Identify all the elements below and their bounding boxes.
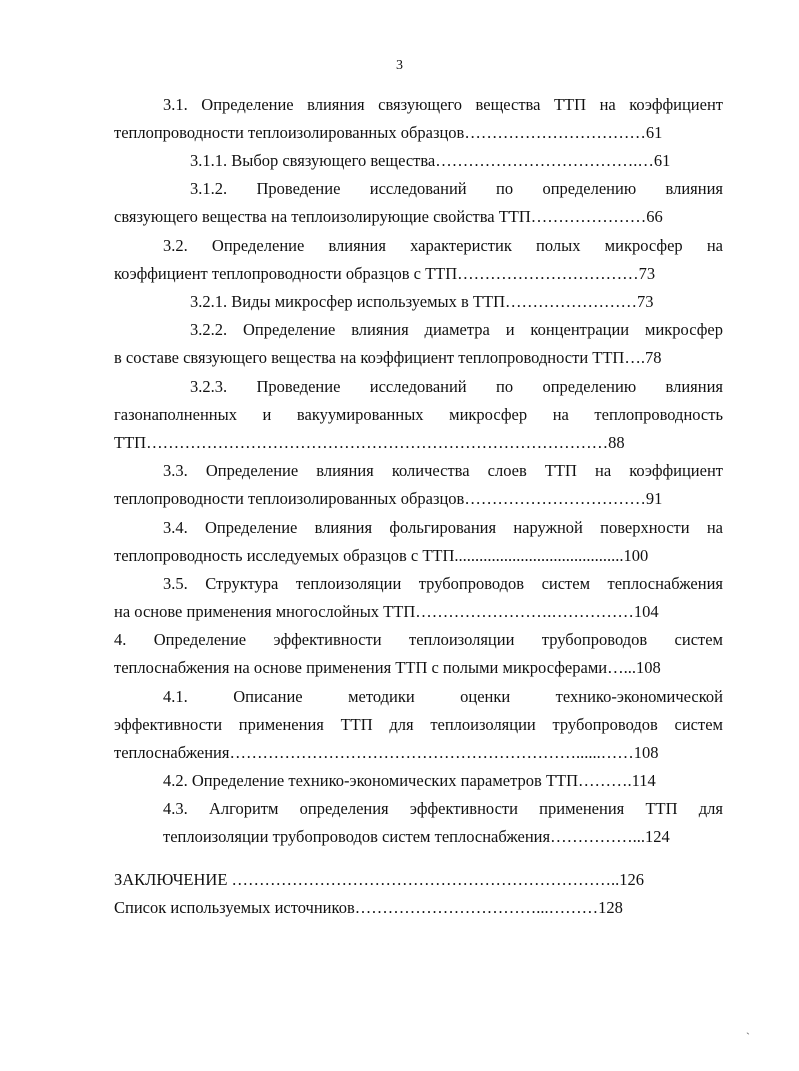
- toc-entry-4-line2: теплоснабжения на основе применения ТТП с полыми микросферами…...108: [114, 658, 661, 677]
- toc-entry-3-2-2-line1: 3.2.2. Определение влияния диаметра и концентрации микросфер: [190, 320, 723, 339]
- toc-entry-3-1-2-line1: 3.1.2. Проведение исследований по определению влияния: [190, 179, 723, 198]
- toc-entry-3-1-line2: теплопроводности теплоизолированных образцов……………………………61: [114, 123, 663, 142]
- toc-entry-references: Список используемых источников……………………………...………128: [114, 898, 623, 917]
- toc-entry-3-1-2-line2: связующего вещества на теплоизолирующие свойства ТТП…………………66: [114, 207, 663, 226]
- toc-entry-3-2-3-line3: ТТП…………………………………………………………………………88: [114, 433, 625, 452]
- toc-entry-3-5-line2: на основе применения многослойных ТТП…………………….……………104: [114, 602, 659, 621]
- toc-entry-4-line1: 4. Определение эффективности теплоизоляции трубопроводов систем: [114, 630, 723, 649]
- toc-entry-4-2: 4.2. Определение технико-экономических параметров ТТП……….114: [163, 771, 656, 790]
- toc-entry-4-1-line2: эффективности применения ТТП для теплоизоляции трубопроводов систем: [114, 715, 723, 734]
- toc-entry-3-2-1: 3.2.1. Виды микросфер используемых в ТТП……………………73: [190, 292, 654, 311]
- toc-entry-3-2-3-line1: 3.2.3. Проведение исследований по определению влияния: [190, 377, 723, 396]
- toc-entry-3-1-1: 3.1.1. Выбор связующего вещества……………………………….…61: [190, 151, 671, 170]
- toc-entry-3-2-2-line2: в составе связующего вещества на коэффициент теплопроводности ТТП….78: [114, 348, 662, 367]
- scan-mark: `: [746, 1030, 750, 1044]
- toc-entry-3-4-line1: 3.4. Определение влияния фольгирования наружной поверхности на: [163, 518, 723, 537]
- toc-entry-4-3-line2: теплоизоляции трубопроводов систем теплоснабжения……………...124: [163, 827, 670, 846]
- toc-entry-conclusion: ЗАКЛЮЧЕНИЕ ……………………………………………………………..126: [114, 870, 645, 889]
- toc-entry-3-2-3-line2: газонаполненных и вакуумированных микросфер на теплопроводность: [114, 405, 723, 424]
- toc-entry-4-1-line3: теплоснабжения………………………………………………………......……108: [114, 743, 659, 762]
- toc-entry-3-2-line1: 3.2. Определение влияния характеристик полых микросфер на: [163, 236, 723, 255]
- toc-entry-3-5-line1: 3.5. Структура теплоизоляции трубопроводов систем теплоснабжения: [163, 574, 723, 593]
- toc-entry-3-3-line2: теплопроводности теплоизолированных образцов……………………………91: [114, 489, 663, 508]
- toc-entry-3-2-line2: коэффициент теплопроводности образцов с ТТП……………………………73: [114, 264, 656, 283]
- toc-entry-4-1-line1: 4.1. Описание методики оценки технико-экономической: [163, 687, 723, 706]
- page-number: 3: [396, 58, 403, 73]
- toc-entry-3-3-line1: 3.3. Определение влияния количества слоев ТТП на коэффициент: [163, 461, 723, 480]
- toc-entry-4-3-line1: 4.3. Алгоритм определения эффективности применения ТТП для: [163, 799, 723, 818]
- toc-entry-3-4-line2: теплопроводность исследуемых образцов с ТТП.........................................100: [114, 546, 649, 565]
- toc-entry-3-1-line1: 3.1. Определение влияния связующего вещества ТТП на коэффициент: [163, 95, 723, 114]
